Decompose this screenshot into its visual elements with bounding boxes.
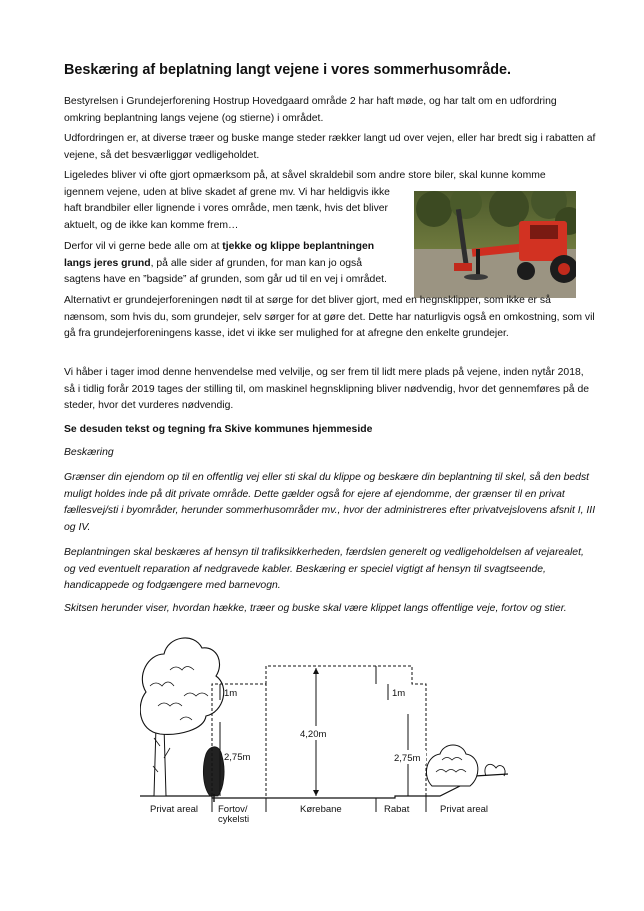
road-clearance-outline (266, 666, 376, 684)
label-verge: Rabat (384, 804, 410, 815)
paragraph-vehicles-line1: Ligeledes bliver vi ofte gjort opmærksom på, at såvel skraldebil som andre store biler, skal kunne komme (64, 170, 546, 181)
paragraph-vehicles-rest: igennem vejene, uden at blive skadet af grene mv. Vi har heldigvis ikke haft brandbiler eller lignende i vores område, men tænk, hvis det bliver aktuelt, og de ikke kan komme frem… (64, 186, 390, 231)
arrow-down-icon (313, 790, 319, 796)
quote-paragraph-3: Skitsen herunder viser, hvordan hække, træer og buske skal være klippet langs offentlige veje, fortov og stier. (64, 603, 567, 614)
right-height-label: 2,75m (394, 753, 421, 764)
document-title: Beskæring af beplatning langt vejene i vores sommerhusområde. (64, 62, 512, 78)
paragraph-hope: Vi håber i tager imod denne henvendelse med velvilje, og ser frem til lidt mere plads på vejene, inden nytår 2018, så i tidlig forår 2019 tages der stilling til, om maskinel hegnsklipning bliver nødvendig, hvor det gennemføres på de steder, hvor det vurderes nødvendig. (64, 367, 590, 411)
pruning-clearance-sketch (140, 626, 508, 824)
road-height-label: 4,20m (300, 729, 327, 740)
tractor-hedge-cutter-image (414, 191, 576, 298)
label-road: Kørebane (300, 804, 342, 815)
hedge-cutter-photo (414, 191, 576, 298)
label-private-area-left: Privat areal (150, 804, 199, 815)
request-text-emphasis: tjekke og klippe beplantningen langs jeres grund (64, 241, 375, 269)
left-height-label: 2,75m (224, 752, 251, 763)
paragraph-challenge: Udfordringen er, at diverse træer og buske mange steder rækker langt ud over vejen, eller har bredt sig i rabatten af vejene, så det besværliggør vedligeholdet. (64, 133, 596, 161)
paragraph-alternative: Alternativt er grundejerforeningen nødt til at sørge for det bliver gjort, med en hegnsklipper, som ikke er så nænsom, som hvis du, som grundejer, selv sørger for at gøre det. Dette har naturligvis også en omkostning, som vil gå fra grundejerforeningens kasse, idet vi ikke ser mulighed for at afregne den enkelte grundejer. (64, 295, 595, 339)
right-1m-label: 1m (392, 688, 406, 699)
bush-drawing (426, 745, 505, 786)
paragraph-request (64, 239, 394, 289)
quote-paragraph-1: Grænser din ejendom op til en offentlig vej eller sti skal du klippe og beskære din beplantning til skel, så den bedst muligt holdes inde på dit private område. Dette gælder også for ejere af ejendomme, der grænser til en privat fællesvej/sti i byområder, herunder sommerhusområder mv., hvor der administreres efter privatvejslovens afsnit I, III og IV. (64, 472, 596, 533)
arrow-up-icon (313, 668, 319, 674)
request-text-end: , på alle sider af grunden, for man kan jo også sagtens have en ”bagside” af grunden, som går ud til en vej i området. (64, 257, 387, 285)
quote-paragraph-2: Beplantningen skal beskæres af hensyn til trafiksikkerheden, færdslen generelt og vedligeholdelsen af vejarealet, og ved eventuelt reparation af nedgravede kabler. Beskæring er speciel vigtigt af hensyn til svagtseende, handicappede og fodgængere med barnevogn. (64, 547, 584, 591)
left-1m-label: 1m (224, 688, 238, 699)
label-private-area-right: Privat areal (440, 804, 489, 815)
label-sidewalk-line2: cykelsti (218, 814, 250, 824)
right-clearance-outline (376, 666, 426, 796)
request-text-start: Derfor vil vi gerne bede alle om at (64, 241, 223, 252)
quote-heading: Beskæring (64, 447, 114, 458)
small-tree-drawing (203, 747, 224, 802)
subheading-skive: Se desuden tekst og tegning fra Skive kommunes hjemmeside (64, 424, 373, 435)
label-sidewalk-line1: Fortov/ (218, 804, 248, 815)
paragraph-intro: Bestyrelsen i Grundejerforening Hostrup Hovedgaard område 2 har haft møde, og har talt om en udfordring omkring beplantning langs vejene (og stierne) i området. (64, 96, 557, 124)
